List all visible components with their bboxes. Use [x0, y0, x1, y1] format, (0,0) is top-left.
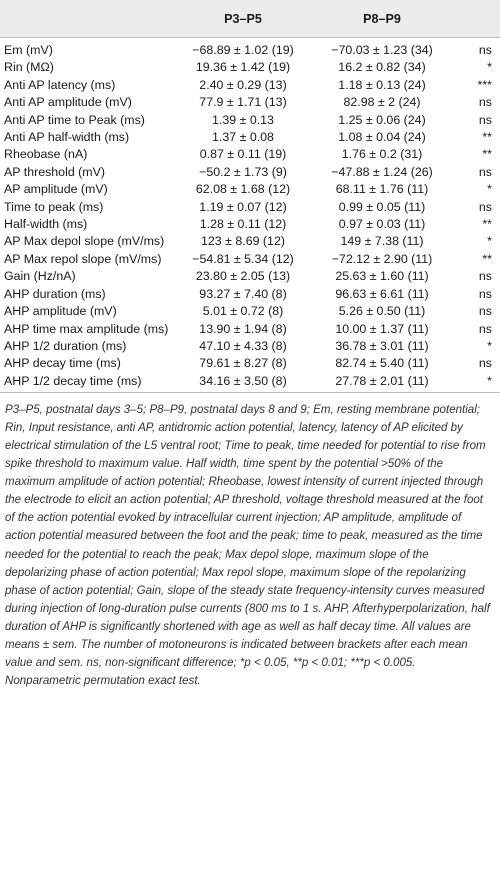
data-table-container — [0, 0, 500, 393]
table-row — [0, 355, 500, 372]
p8-p9-value: 1.18 ± 0.13 (24) — [338, 77, 426, 92]
p8-p9-value: −72.12 ± 2.90 (11) — [331, 251, 433, 266]
table-row — [0, 268, 500, 285]
header-p8-p9: P8–P9 — [308, 0, 456, 38]
row-label: AHP decay time (ms) — [4, 356, 121, 371]
p8-p9-value: 1.76 ± 0.2 (31) — [341, 147, 423, 162]
row-label: AP amplitude (mV) — [4, 182, 108, 197]
table-row — [0, 338, 500, 355]
p8-p9-value: 82.74 ± 5.40 (11) — [335, 356, 429, 371]
p8-p9-value: 1.25 ± 0.06 (24) — [338, 112, 426, 127]
table-header — [0, 0, 500, 38]
table-row — [0, 321, 500, 338]
table-row — [0, 146, 500, 163]
row-label: AHP 1/2 decay time (ms) — [4, 373, 142, 388]
row-label: Anti AP time to Peak (ms) — [4, 112, 145, 127]
row-label: Anti AP amplitude (mV) — [4, 95, 132, 110]
significance-value: * — [487, 234, 492, 249]
significance-value: * — [487, 338, 492, 353]
significance-value: ns — [478, 164, 492, 179]
row-label: AP Max repol slope (mV/ms) — [4, 251, 162, 266]
table-row — [0, 164, 500, 181]
p3-p5-value: 5.01 ± 0.72 (8) — [202, 304, 284, 319]
p3-p5-value: 13.90 ± 1.94 (8) — [199, 321, 287, 336]
significance-value: ns — [478, 356, 492, 371]
table-row — [0, 251, 500, 268]
row-label: AHP amplitude (mV) — [4, 304, 117, 319]
significance-value: ns — [478, 321, 492, 336]
row-label: Time to peak (ms) — [4, 199, 104, 214]
p3-p5-value: 47.10 ± 4.33 (8) — [199, 338, 287, 353]
table-bottom-rule — [0, 392, 500, 393]
row-label: Gain (Hz/nA) — [4, 269, 76, 284]
p8-p9-value: 27.78 ± 2.01 (11) — [335, 373, 429, 388]
header-row — [0, 0, 500, 38]
p3-p5-value: 79.61 ± 8.27 (8) — [199, 356, 287, 371]
p8-p9-value: 82.98 ± 2 (24) — [343, 95, 421, 110]
table-row — [0, 94, 500, 111]
p8-p9-value: 1.08 ± 0.04 (24) — [338, 130, 426, 145]
table-row — [0, 233, 500, 250]
table-row — [0, 373, 500, 390]
row-label: AHP duration (ms) — [4, 286, 106, 301]
p8-p9-value: 0.99 ± 0.05 (11) — [338, 199, 426, 214]
header-label-column — [0, 0, 178, 38]
p3-p5-value: 0.87 ± 0.11 (19) — [199, 147, 287, 162]
row-label: Rin (MΩ) — [4, 60, 54, 75]
significance-value: ns — [478, 286, 492, 301]
p3-p5-value: 1.19 ± 0.07 (12) — [199, 199, 287, 214]
data-table — [0, 0, 500, 390]
row-label: AHP 1/2 duration (ms) — [4, 338, 127, 353]
p8-p9-value: 25.63 ± 1.60 (11) — [335, 269, 429, 284]
significance-value: ns — [478, 112, 492, 127]
header-p3-p5: P3–P5 — [178, 0, 308, 38]
table-row — [0, 59, 500, 76]
significance-value: ** — [482, 217, 492, 232]
table-row — [0, 216, 500, 233]
p8-p9-value: 68.11 ± 1.76 (11) — [335, 182, 429, 197]
p8-p9-value: −70.03 ± 1.23 (34) — [331, 43, 433, 57]
p3-p5-value: 2.40 ± 0.29 (13) — [199, 77, 287, 92]
p3-p5-value: 1.39 ± 0.13 — [212, 112, 274, 127]
row-label: AP threshold (mV) — [4, 164, 106, 179]
p3-p5-value: 1.37 ± 0.08 — [212, 130, 274, 145]
row-label: Rheobase (nA) — [4, 147, 88, 162]
significance-value: *** — [477, 77, 492, 92]
significance-value: ns — [478, 304, 492, 319]
p3-p5-value: 123 ± 8.69 (12) — [201, 234, 285, 249]
row-label: AHP time max amplitude (ms) — [4, 321, 169, 336]
p8-p9-value: 36.78 ± 3.01 (11) — [335, 338, 429, 353]
row-label: Anti AP latency (ms) — [4, 77, 116, 92]
table-row — [0, 38, 500, 60]
table-row — [0, 286, 500, 303]
significance-value: ** — [482, 251, 492, 266]
significance-value: ns — [478, 43, 492, 57]
p3-p5-value: 1.28 ± 0.11 (12) — [199, 217, 287, 232]
table-row — [0, 199, 500, 216]
p3-p5-value: −54.81 ± 5.34 (12) — [192, 251, 294, 266]
p3-p5-value: 19.36 ± 1.42 (19) — [195, 60, 291, 75]
row-label: Half-width (ms) — [4, 217, 88, 232]
p3-p5-value: −50.2 ± 1.73 (9) — [199, 164, 287, 179]
table-row — [0, 112, 500, 129]
p3-p5-value: 77.9 ± 1.71 (13) — [199, 95, 287, 110]
significance-value: ns — [478, 95, 492, 110]
p3-p5-value: 34.16 ± 3.50 (8) — [199, 373, 287, 388]
row-label: Anti AP half-width (ms) — [4, 130, 130, 145]
table-footnote: P3–P5, postnatal days 3–5; P8–P9, postnatal days 8 and 9; Em, resting membrane potential; Rin, Input resistance, anti AP, antidromic action potential, latency, latency of AP elicited by electrical stimulation of the L5 ventral root; Time to peak, time needed for potential to rise from spike threshold to maximum value. Half width, time spent by the potential >50% of the maximum amplitude of action potential; Rheobase, lowest intensity of current injected through the electrode to elicit an action potential; AP threshold, voltage threshold measured at the foot of the action potential evoked by intracellular current injection; AP amplitude, amplitude of action potential measured between the foot and the peak; time to peak, measured as the time needed for the potential to reach the peak; Max depol slope, maximum slope of the depolarizing phase of action potential; Max repol slope, maximum slope of the repolarizing phase of action potential; Gain, slope of the steady state frequency-intensity curves measured during injection of long-duration pulse currents (800 ms to 1 s. AHP, Afterhyperpolarization, half duration of AHP is significantly shortened with age as well as half decay time. All values are means ± sem. The number of motoneurons is indicated between brackets after each mean value and sem. ns, non-significant difference; *p < 0.05, **p < 0.01; ***p < 0.005. Nonparametric permutation exact test. — [5, 404, 490, 687]
row-label: AP Max depol slope (mV/ms) — [4, 234, 165, 249]
significance-value: * — [487, 182, 492, 197]
table-row — [0, 303, 500, 320]
p8-p9-value: −47.88 ± 1.24 (26) — [331, 164, 433, 179]
p8-p9-value: 149 ± 7.38 (11) — [340, 234, 424, 249]
p8-p9-value: 96.63 ± 6.61 (11) — [335, 286, 429, 301]
significance-value: ns — [478, 269, 492, 284]
p8-p9-value: 0.97 ± 0.03 (11) — [338, 217, 426, 232]
table-body — [0, 38, 500, 391]
p3-p5-value: 93.27 ± 7.40 (8) — [199, 286, 287, 301]
significance-value: ** — [482, 130, 492, 145]
header-significance — [456, 0, 500, 38]
p3-p5-value: 23.80 ± 2.05 (13) — [195, 269, 291, 284]
p3-p5-value: 62.08 ± 1.68 (12) — [195, 182, 291, 197]
table-row — [0, 129, 500, 146]
significance-value: * — [487, 373, 492, 388]
p8-p9-value: 10.00 ± 1.37 (11) — [335, 321, 429, 336]
p8-p9-value: 16.2 ± 0.82 (34) — [338, 60, 426, 75]
table-row — [0, 77, 500, 94]
significance-value: ** — [482, 147, 492, 162]
significance-value: * — [487, 60, 492, 75]
p8-p9-value: 5.26 ± 0.50 (11) — [338, 304, 426, 319]
table-row — [0, 181, 500, 198]
p3-p5-value: −68.89 ± 1.02 (19) — [192, 43, 294, 57]
significance-value: ns — [478, 199, 492, 214]
row-label: Em (mV) — [4, 43, 53, 57]
